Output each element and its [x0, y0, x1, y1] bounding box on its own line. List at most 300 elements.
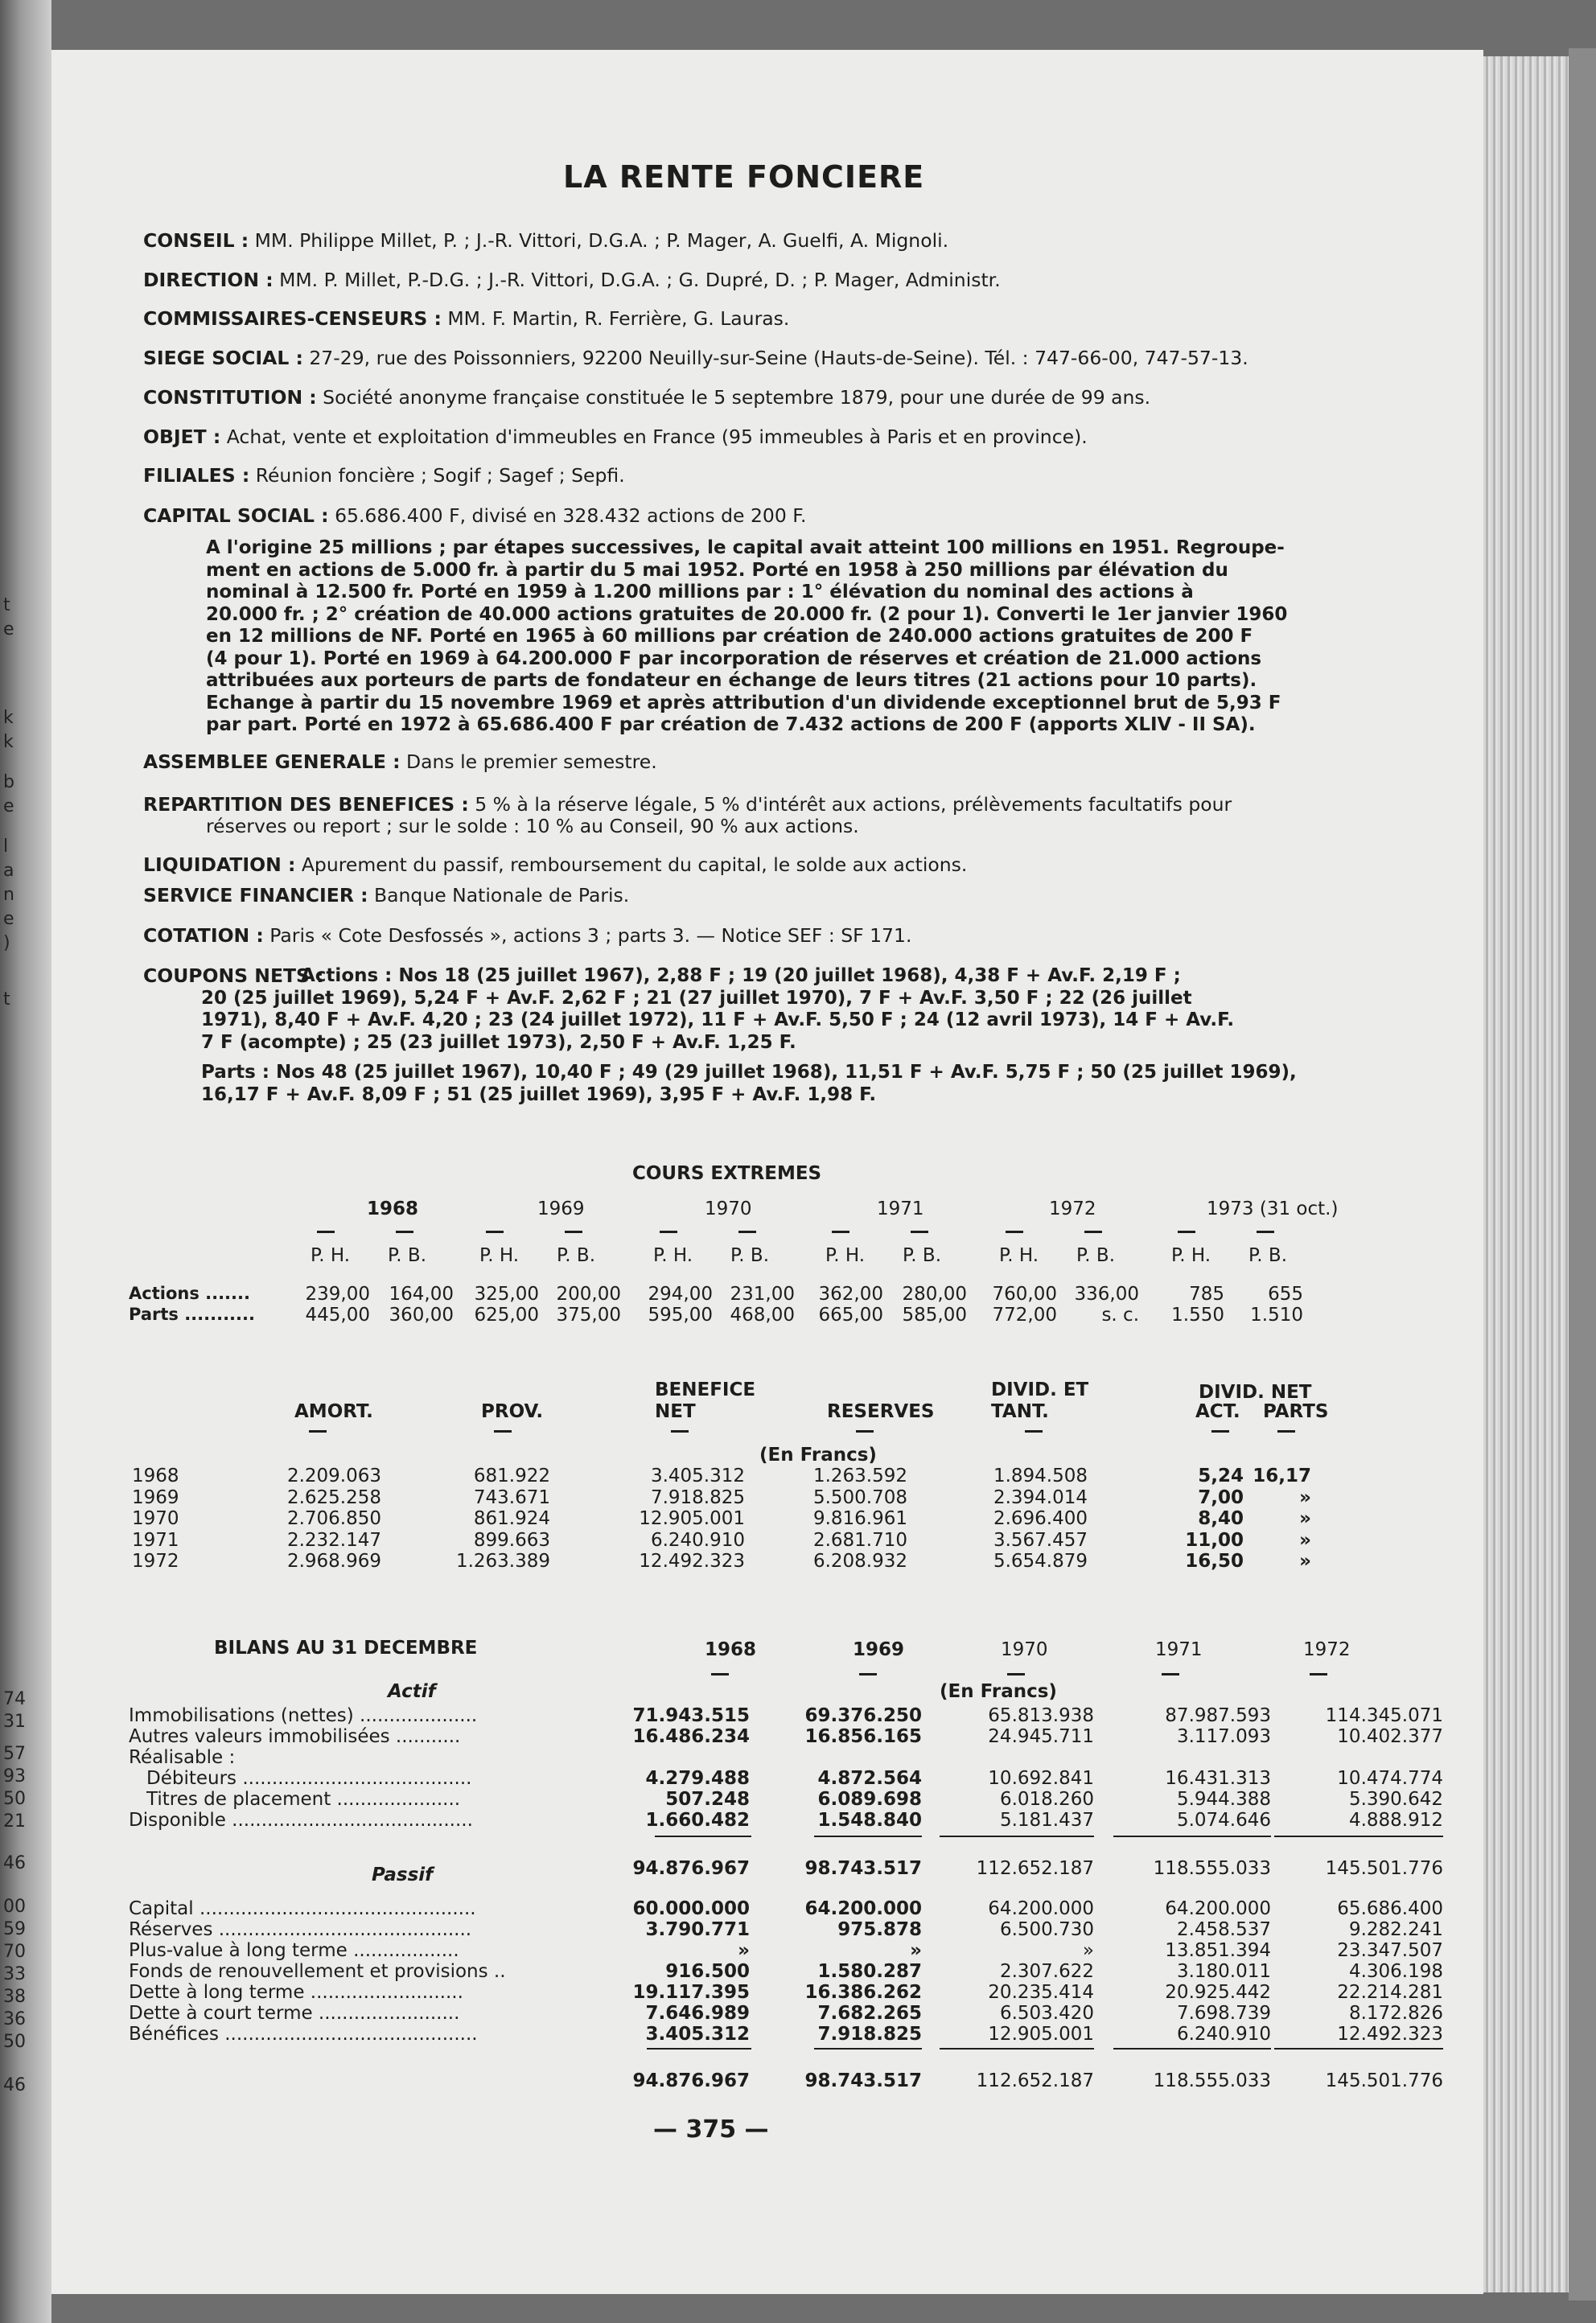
cours-sub-pb: P. B. — [1248, 1245, 1287, 1266]
bilans-passif-cell: 20.925.442 — [1165, 1982, 1271, 2003]
results-cell-reserves: 9.816.961 — [812, 1508, 907, 1529]
bilans-year: 1971 — [1155, 1639, 1203, 1660]
adjacent-page-fragment: t — [3, 989, 10, 1009]
cotation-line — [143, 923, 911, 948]
liquidation-line — [143, 853, 967, 877]
cours-year: 1968 — [367, 1199, 419, 1219]
adjacent-page-fragment: t — [3, 595, 10, 615]
column-dash — [1006, 1231, 1023, 1233]
cours-cell: 665,00 — [818, 1305, 883, 1326]
liquidation-line-text: Apurement du passif, remboursement du capital, le solde aux actions. — [295, 853, 968, 876]
column-dash — [1025, 1430, 1043, 1433]
results-year: 1969 — [132, 1486, 179, 1508]
coupon-actions-line: 7 F (acompte) ; 25 (23 juillet 1973), 2,50 F + Av.F. 1,25 F. — [201, 1031, 796, 1053]
repartition-line-2: réserves ou report ; sur le solde : 10 % au Conseil, 90 % aux actions. — [206, 815, 859, 837]
info-line-text: Achat, vente et exploitation d'immeubles en France (95 immeubles à Paris et en province). — [220, 426, 1088, 448]
info-line-text: MM. P. Millet, P.-D.G. ; J.-R. Vittori, D.G.A. ; G. Dupré, D. ; P. Mager, Administr. — [273, 269, 1001, 291]
results-cell-divid: 2.696.400 — [993, 1508, 1088, 1529]
bilans-passif-total: 118.555.033 — [1153, 2070, 1271, 2091]
bilans-passif-label-cell: Dette à long terme .......................... — [129, 1982, 463, 2003]
paragraph-line: 20.000 fr. ; 2° création de 40.000 actions gratuites de 20.000 fr. (2 pour 1). Converti le 1er janvier 1960 — [206, 603, 1288, 625]
repartition-line — [143, 792, 1232, 816]
cotation-line-label: COTATION : — [143, 924, 264, 947]
results-cell-amort: 2.209.063 — [286, 1466, 381, 1486]
bilans-actif-total: 94.876.967 — [632, 1858, 750, 1879]
info-line — [143, 228, 948, 253]
results-cell-benef: 7.918.825 — [650, 1486, 745, 1508]
bilans-actif-cell: 4.888.912 — [1348, 1810, 1443, 1831]
bilans-passif-total: 94.876.967 — [632, 2070, 750, 2091]
bilans-passif-cell: » — [910, 1940, 922, 1961]
adjacent-page-fragment: ) — [3, 933, 10, 953]
results-cell-amort: 2.232.147 — [286, 1529, 381, 1551]
bilans-passif-cell: 20.235.414 — [988, 1982, 1094, 2003]
liquidation-line-label: LIQUIDATION : — [143, 853, 296, 876]
bilans-actif-cell: 6.089.698 — [817, 1789, 922, 1810]
column-dash — [711, 1673, 729, 1675]
cours-cell: 445,00 — [305, 1305, 370, 1326]
cours-sub-ph: P. H. — [999, 1245, 1039, 1266]
cours-year: 1969 — [537, 1199, 585, 1219]
bilans-actif-cell: 10.474.774 — [1337, 1768, 1443, 1789]
bilans-actif-cell: 10.402.377 — [1337, 1726, 1443, 1747]
bilans-actif-cell: 5.181.437 — [999, 1810, 1094, 1831]
bilans-actif-cell: 4.279.488 — [645, 1768, 750, 1789]
cours-cell: 325,00 — [474, 1284, 539, 1305]
bilans-title: BILANS AU 31 DECEMBRE — [214, 1638, 478, 1659]
bilans-passif-label-cell: Plus-value à long terme .................. — [129, 1940, 459, 1961]
cours-sub-ph: P. H. — [825, 1245, 866, 1266]
results-cell-act: 7,00 — [1198, 1486, 1244, 1508]
assemblee-line-label: ASSEMBLEE GENERALE : — [143, 750, 401, 773]
info-line — [143, 385, 1150, 409]
cours-sub-ph: P. H. — [311, 1245, 351, 1266]
book-binding-shadow — [1569, 48, 1596, 2300]
results-cell-prov: 861.924 — [473, 1508, 550, 1529]
bilans-passif-cell: 60.000.000 — [632, 1898, 750, 1919]
adjacent-page-fragment: 38 — [3, 1987, 26, 2007]
bilans-passif-total: 112.652.187 — [976, 2070, 1094, 2091]
bilans-actif-label: Actif — [388, 1681, 436, 1702]
cours-sub-pb: P. B. — [388, 1245, 426, 1266]
results-cell-act: 16,50 — [1185, 1551, 1244, 1572]
cours-cell: 785 — [1189, 1284, 1224, 1305]
bilans-actif-cell: 1.660.482 — [645, 1810, 750, 1831]
cours-sub-pb: P. B. — [557, 1245, 595, 1266]
service-line-label: SERVICE FINANCIER : — [143, 884, 368, 907]
hdr-divid2: TANT. — [991, 1401, 1049, 1422]
adjacent-page-fragment: 00 — [3, 1897, 26, 1917]
results-cell-parts: 16,17 — [1253, 1466, 1311, 1486]
adjacent-page-fragment: 57 — [3, 1744, 26, 1764]
cours-cell: 585,00 — [902, 1305, 967, 1326]
column-dash — [671, 1430, 689, 1433]
bilans-passif-cell: 19.117.395 — [632, 1982, 750, 2003]
cours-cell: 362,00 — [818, 1284, 883, 1305]
bilans-year: 1970 — [1001, 1639, 1048, 1660]
adjacent-page-fragment: 36 — [3, 2009, 26, 2029]
info-line-label: FILIALES : — [143, 464, 250, 487]
column-dash — [1257, 1231, 1274, 1233]
document-page — [51, 50, 1483, 2294]
info-line-label: CONSTITUTION : — [143, 386, 317, 409]
bilans-year: 1972 — [1303, 1639, 1351, 1660]
results-cell-reserves: 5.500.708 — [812, 1486, 907, 1508]
bilans-actif-cell: 71.943.515 — [632, 1705, 750, 1726]
cours-cell: 164,00 — [389, 1284, 454, 1305]
bilans-passif-cell: 12.905.001 — [988, 2024, 1094, 2045]
results-cell-parts: » — [1299, 1508, 1311, 1529]
info-line-text: Société anonyme française constituée le 5 septembre 1879, pour une durée de 99 ans. — [316, 386, 1151, 409]
column-dash — [911, 1231, 928, 1233]
total-rule — [647, 2048, 751, 2050]
capital-history-paragraph — [206, 537, 1380, 737]
bilans-actif-cell: 87.987.593 — [1165, 1705, 1271, 1726]
results-cell-amort: 2.625.258 — [286, 1486, 381, 1508]
cours-sub-ph: P. H. — [1171, 1245, 1211, 1266]
coupon-actions-line: Actions : Nos 18 (25 juillet 1967), 2,88 F ; 19 (20 juillet 1968), 4,38 F + Av.F. 2,19 F ; — [301, 965, 1181, 986]
coupon-actions-line: 1971), 8,40 F + Av.F. 4,20 ; 23 (24 juillet 1972), 11 F + Av.F. 5,50 F ; 24 (12 avril 1973), 14 F + Av.F. — [201, 1009, 1235, 1030]
info-line — [143, 463, 625, 487]
cours-cell: 360,00 — [389, 1305, 454, 1326]
bilans-passif-cell: » — [738, 1940, 750, 1961]
bilans-actif-total: 98.743.517 — [804, 1858, 922, 1879]
bilans-passif-label: Passif — [372, 1865, 434, 1885]
adjacent-page-fragment: 74 — [3, 1689, 26, 1709]
bilans-actif-cell: 1.548.840 — [817, 1810, 922, 1831]
info-line-label: DIRECTION : — [143, 269, 274, 291]
cours-sub-pb: P. B. — [730, 1245, 769, 1266]
cours-year: 1970 — [705, 1199, 752, 1219]
results-cell-parts: » — [1299, 1486, 1311, 1508]
bilans-passif-cell: 3.790.771 — [645, 1919, 750, 1940]
column-dash — [859, 1673, 877, 1675]
cours-cell: s. c. — [1101, 1305, 1139, 1326]
bilans-actif-cell: 5.944.388 — [1176, 1789, 1271, 1810]
cours-row-label: Actions ....... — [129, 1284, 250, 1303]
bilans-actif-cell: 507.248 — [665, 1789, 750, 1810]
bilans-actif-cell: 3.117.093 — [1176, 1726, 1271, 1747]
adjacent-page-fragment: 31 — [3, 1712, 26, 1732]
cours-sub-pb: P. B. — [1076, 1245, 1115, 1266]
info-line-label: CONSEIL : — [143, 229, 249, 252]
hdr-dn-act: ACT. — [1195, 1401, 1240, 1422]
column-dash — [832, 1231, 849, 1233]
adjacent-page-fragment: 46 — [3, 1853, 26, 1873]
column-dash — [1007, 1673, 1025, 1675]
results-cell-benef: 12.905.001 — [639, 1508, 745, 1529]
cours-cell: 1.510 — [1250, 1305, 1303, 1326]
column-dash — [565, 1231, 582, 1233]
cours-cell: 625,00 — [474, 1305, 539, 1326]
results-year: 1972 — [132, 1551, 179, 1572]
cours-year: 1971 — [877, 1199, 924, 1219]
hdr-dn-parts: PARTS — [1263, 1401, 1329, 1422]
info-line — [143, 268, 1001, 292]
page-number: — 375 — — [653, 2115, 769, 2144]
results-cell-divid: 1.894.508 — [993, 1466, 1088, 1486]
results-cell-parts: » — [1299, 1551, 1311, 1572]
column-dash — [396, 1231, 413, 1233]
total-rule — [1113, 1836, 1271, 1837]
coupon-actions-line: 20 (25 juillet 1969), 5,24 F + Av.F. 2,62 F ; 21 (27 juillet 1970), 7 F + Av.F. 3,50 F ; 22 (26 juillet — [201, 987, 1192, 1009]
total-rule — [940, 2048, 1094, 2050]
hdr-amort: AMORT. — [294, 1401, 373, 1422]
adjacent-page-fragment: 21 — [3, 1811, 26, 1832]
bilans-passif-cell: 7.682.265 — [817, 2003, 922, 2024]
adjacent-page-fragment: 46 — [3, 2075, 26, 2095]
bilans-actif-cell: 16.856.165 — [804, 1726, 922, 1747]
column-dash — [660, 1231, 677, 1233]
bilans-actif-cell: 16.486.234 — [632, 1726, 750, 1747]
bilans-passif-label-cell: Capital ............................................... — [129, 1898, 476, 1919]
bilans-passif-cell: 16.386.262 — [804, 1982, 922, 2003]
bilans-passif-cell: 8.172.826 — [1348, 2003, 1443, 2024]
bilans-unit: (En Francs) — [940, 1681, 1057, 1702]
results-cell-divid: 5.654.879 — [993, 1551, 1088, 1572]
bilans-actif-label-cell: Titres de placement ..................... — [146, 1789, 461, 1810]
hdr-divid1: DIVID. ET — [991, 1379, 1089, 1400]
results-cell-prov: 681.922 — [473, 1466, 550, 1486]
results-cell-benef: 6.240.910 — [650, 1529, 745, 1551]
column-dash — [309, 1430, 327, 1433]
adjacent-page-fragment: e — [3, 796, 14, 816]
repartition-line-label: REPARTITION DES BENEFICES : — [143, 793, 469, 816]
bilans-passif-cell: 22.214.281 — [1337, 1982, 1443, 2003]
paragraph-line: attribuées aux porteurs de parts de fondateur en échange de leurs titres (21 actions pour 10 parts). — [206, 670, 1257, 691]
bilans-passif-total: 98.743.517 — [804, 2070, 922, 2091]
bilans-passif-cell: 23.347.507 — [1337, 1940, 1443, 1961]
results-cell-amort: 2.968.969 — [286, 1551, 381, 1572]
coupon-parts-line: Parts : Nos 48 (25 juillet 1967), 10,40 F ; 49 (29 juillet 1968), 11,51 F + Av.F. 5,75 F ; 50 (25 juillet 1969), — [201, 1062, 1297, 1083]
bilans-passif-cell: 13.851.394 — [1165, 1940, 1271, 1961]
bilans-actif-cell: 16.431.313 — [1165, 1768, 1271, 1789]
adjacent-page-fragment: e — [3, 619, 14, 639]
total-rule — [814, 2048, 922, 2050]
bilans-actif-cell: 5.074.646 — [1176, 1810, 1271, 1831]
cours-cell: 375,00 — [556, 1305, 621, 1326]
cours-cell: 468,00 — [730, 1305, 795, 1326]
bilans-passif-cell: 7.918.825 — [817, 2024, 922, 2045]
bilans-passif-label-cell: Bénéfices ........................................... — [129, 2024, 478, 2045]
column-dash — [738, 1231, 756, 1233]
bilans-year: 1969 — [853, 1639, 905, 1660]
total-rule — [814, 1836, 922, 1837]
bilans-passif-cell: 9.282.241 — [1348, 1919, 1443, 1940]
info-line-text: Réunion foncière ; Sogif ; Sagef ; Sepfi. — [249, 464, 625, 487]
info-line — [143, 504, 807, 528]
results-cell-reserves: 1.263.592 — [812, 1466, 907, 1486]
results-cell-prov: 1.263.389 — [455, 1551, 550, 1572]
bilans-year: 1968 — [705, 1639, 757, 1660]
bilans-actif-cell: 69.376.250 — [804, 1705, 922, 1726]
bilans-actif-label-cell: Immobilisations (nettes) .................... — [129, 1705, 478, 1726]
info-line-label: OBJET : — [143, 426, 221, 448]
bilans-passif-cell: 12.492.323 — [1337, 2024, 1443, 2045]
bilans-actif-label-cell: Réalisable : — [129, 1747, 236, 1768]
cours-cell: 280,00 — [902, 1284, 967, 1305]
cours-cell: 595,00 — [648, 1305, 713, 1326]
results-cell-prov: 743.671 — [473, 1486, 550, 1508]
column-dash — [486, 1231, 504, 1233]
results-cell-prov: 899.663 — [473, 1529, 550, 1551]
bilans-actif-total: 118.555.033 — [1153, 1858, 1271, 1879]
results-cell-amort: 2.706.850 — [286, 1508, 381, 1529]
adjacent-page-fragment: e — [3, 909, 14, 929]
repartition-line-text: 5 % à la réserve légale, 5 % d'intérêt aux actions, prélèvements facultatifs pour — [468, 793, 1232, 816]
info-line — [143, 306, 789, 331]
cours-cell: 772,00 — [992, 1305, 1057, 1326]
results-unit: (En Francs) — [759, 1445, 877, 1466]
hdr-benef1: BENEFICE — [655, 1379, 756, 1400]
coupons-label: COUPONS NETS : — [143, 964, 324, 987]
results-cell-parts: » — [1299, 1529, 1311, 1551]
adjacent-page-edge — [0, 0, 51, 2323]
bilans-passif-cell: 65.686.400 — [1337, 1898, 1443, 1919]
adjacent-page-fragment: 33 — [3, 1964, 26, 1984]
bilans-passif-cell: 975.878 — [837, 1919, 922, 1940]
column-dash — [856, 1430, 874, 1433]
bilans-actif-cell: 10.692.841 — [988, 1768, 1094, 1789]
bilans-passif-cell: 4.306.198 — [1348, 1961, 1443, 1982]
results-cell-benef: 12.492.323 — [639, 1551, 745, 1572]
paragraph-line: A l'origine 25 millions ; par étapes successives, le capital avait atteint 100 millions en 1951. Regroupe- — [206, 537, 1285, 558]
results-year: 1970 — [132, 1508, 179, 1529]
paragraph-line: Echange à partir du 15 novembre 1969 et après attribution d'un dividende exceptionnel brut de 5,93 F — [206, 692, 1281, 713]
paragraph-line: (4 pour 1). Porté en 1969 à 64.200.000 F par incorporation de réserves et création de 21.000 actions — [206, 648, 1262, 669]
cours-cell: 294,00 — [648, 1284, 713, 1305]
bilans-passif-cell: 7.646.989 — [645, 2003, 750, 2024]
bilans-passif-cell: 1.580.287 — [817, 1961, 922, 1982]
bilans-actif-label-cell: Disponible ......................................... — [129, 1810, 473, 1831]
adjacent-page-fragment: k — [3, 708, 14, 728]
info-line-label: CAPITAL SOCIAL : — [143, 504, 329, 527]
info-line-text: 27-29, rue des Poissonniers, 92200 Neuilly-sur-Seine (Hauts-de-Seine). Tél. : 747-66-00, 747-57-13. — [302, 347, 1248, 369]
cours-cell: 655 — [1268, 1284, 1303, 1305]
bilans-passif-total: 145.501.776 — [1325, 2070, 1443, 2091]
results-cell-reserves: 2.681.710 — [812, 1529, 907, 1551]
bilans-passif-cell: 64.200.000 — [1165, 1898, 1271, 1919]
column-dash — [1178, 1231, 1195, 1233]
results-year: 1968 — [132, 1466, 179, 1486]
adjacent-page-fragment: 70 — [3, 1942, 26, 1962]
results-cell-divid: 3.567.457 — [993, 1529, 1088, 1551]
adjacent-page-fragment: 50 — [3, 1789, 26, 1809]
column-dash — [1277, 1430, 1295, 1433]
bilans-actif-cell: 114.345.071 — [1325, 1705, 1443, 1726]
cours-cell: 231,00 — [730, 1284, 795, 1305]
hdr-benef2: NET — [655, 1401, 696, 1422]
column-dash — [1310, 1673, 1327, 1675]
bilans-actif-label-cell: Autres valeurs immobilisées ........... — [129, 1726, 461, 1747]
adjacent-page-fragment: l — [3, 837, 9, 857]
bilans-actif-total: 145.501.776 — [1325, 1858, 1443, 1879]
cours-cell: 336,00 — [1074, 1284, 1139, 1305]
column-dash — [494, 1430, 512, 1433]
bilans-passif-cell: 64.200.000 — [804, 1898, 922, 1919]
bilans-actif-cell: 4.872.564 — [817, 1768, 922, 1789]
paragraph-line: ment en actions de 5.000 fr. à partir du 5 mai 1952. Porté en 1958 à 250 millions par élévation du — [206, 559, 1228, 581]
bilans-passif-label-cell: Fonds de renouvellement et provisions .. — [129, 1961, 506, 1982]
results-cell-act: 11,00 — [1185, 1529, 1244, 1551]
bilans-passif-cell: 6.500.730 — [999, 1919, 1094, 1940]
cours-cell: 1.550 — [1171, 1305, 1224, 1326]
info-line-text: 65.686.400 F, divisé en 328.432 actions de 200 F. — [328, 504, 807, 527]
bilans-passif-cell: 2.307.622 — [999, 1961, 1094, 1982]
adjacent-page-fragment: b — [3, 772, 14, 792]
cours-sub-ph: P. H. — [479, 1245, 520, 1266]
hdr-prov: PROV. — [481, 1401, 544, 1422]
bilans-actif-cell: 24.945.711 — [988, 1726, 1094, 1747]
total-rule — [655, 1836, 751, 1837]
info-line — [143, 425, 1088, 449]
adjacent-page-fragment: 50 — [3, 2032, 26, 2052]
cours-cell: 239,00 — [305, 1284, 370, 1305]
bilans-actif-total: 112.652.187 — [976, 1858, 1094, 1879]
cours-cell: 200,00 — [556, 1284, 621, 1305]
cours-year: 1973 (31 oct.) — [1207, 1199, 1339, 1219]
results-cell-divid: 2.394.014 — [993, 1486, 1088, 1508]
cours-row-label: Parts ........... — [129, 1305, 255, 1324]
bilans-passif-cell: » — [1082, 1940, 1094, 1961]
bilans-actif-cell: 65.813.938 — [988, 1705, 1094, 1726]
info-line-text: MM. F. Martin, R. Ferrière, G. Lauras. — [441, 307, 790, 330]
bilans-actif-cell: 6.018.260 — [999, 1789, 1094, 1810]
service-line-text: Banque Nationale de Paris. — [368, 884, 630, 907]
assemblee-line — [143, 750, 657, 774]
paragraph-line: par part. Porté en 1972 à 65.686.400 F par création de 7.432 actions de 200 F (apports XLIV - II SA). — [206, 714, 1256, 735]
bilans-passif-cell: 3.180.011 — [1176, 1961, 1271, 1982]
cours-sub-ph: P. H. — [653, 1245, 693, 1266]
bilans-passif-cell: 7.698.739 — [1176, 2003, 1271, 2024]
bilans-passif-label-cell: Réserves ........................................... — [129, 1919, 472, 1940]
adjacent-page-fragment: 93 — [3, 1766, 26, 1786]
info-line-text: MM. Philippe Millet, P. ; J.-R. Vittori, D.G.A. ; P. Mager, A. Guelfi, A. Mignoli. — [249, 229, 949, 252]
total-rule — [940, 1836, 1094, 1837]
cours-year: 1972 — [1049, 1199, 1096, 1219]
column-dash — [1162, 1673, 1179, 1675]
adjacent-page-fragment: k — [3, 732, 14, 752]
bilans-passif-cell: 2.458.537 — [1176, 1919, 1271, 1940]
bilans-passif-cell: 3.405.312 — [645, 2024, 750, 2045]
bilans-actif-cell: 5.390.642 — [1348, 1789, 1443, 1810]
column-dash — [1211, 1430, 1229, 1433]
total-rule — [1274, 2048, 1443, 2050]
page-title: LA RENTE FONCIERE — [563, 159, 925, 195]
total-rule — [1113, 2048, 1271, 2050]
bilans-passif-cell: 6.240.910 — [1176, 2024, 1271, 2045]
assemblee-line-text: Dans le premier semestre. — [400, 750, 657, 773]
bilans-passif-cell: 916.500 — [665, 1961, 750, 1982]
total-rule — [1274, 1836, 1443, 1837]
coupon-parts-line: 16,17 F + Av.F. 8,09 F ; 51 (25 juillet 1969), 3,95 F + Av.F. 1,98 F. — [201, 1083, 877, 1105]
paragraph-line: nominal à 12.500 fr. Porté en 1959 à 1.200 millions par : 1° élévation du nominal des actions à — [206, 582, 1194, 602]
results-year: 1971 — [132, 1529, 179, 1551]
cours-cell: 760,00 — [992, 1284, 1057, 1305]
adjacent-page-fragment: a — [3, 861, 14, 881]
bilans-actif-label-cell: Débiteurs ....................................... — [146, 1768, 472, 1789]
column-dash — [317, 1231, 335, 1233]
info-line-label: COMMISSAIRES-CENSEURS : — [143, 307, 442, 330]
results-cell-benef: 3.405.312 — [650, 1466, 745, 1486]
bilans-passif-label-cell: Dette à court terme ........................ — [129, 2003, 460, 2024]
results-cell-reserves: 6.208.932 — [812, 1551, 907, 1572]
service-line — [143, 883, 629, 907]
bilans-passif-cell: 64.200.000 — [988, 1898, 1094, 1919]
cotation-line-text: Paris « Cote Desfossés », actions 3 ; parts 3. — Notice SEF : SF 171. — [263, 924, 912, 947]
cours-title: COURS EXTREMES — [632, 1163, 822, 1184]
adjacent-page-fragment: n — [3, 885, 14, 905]
